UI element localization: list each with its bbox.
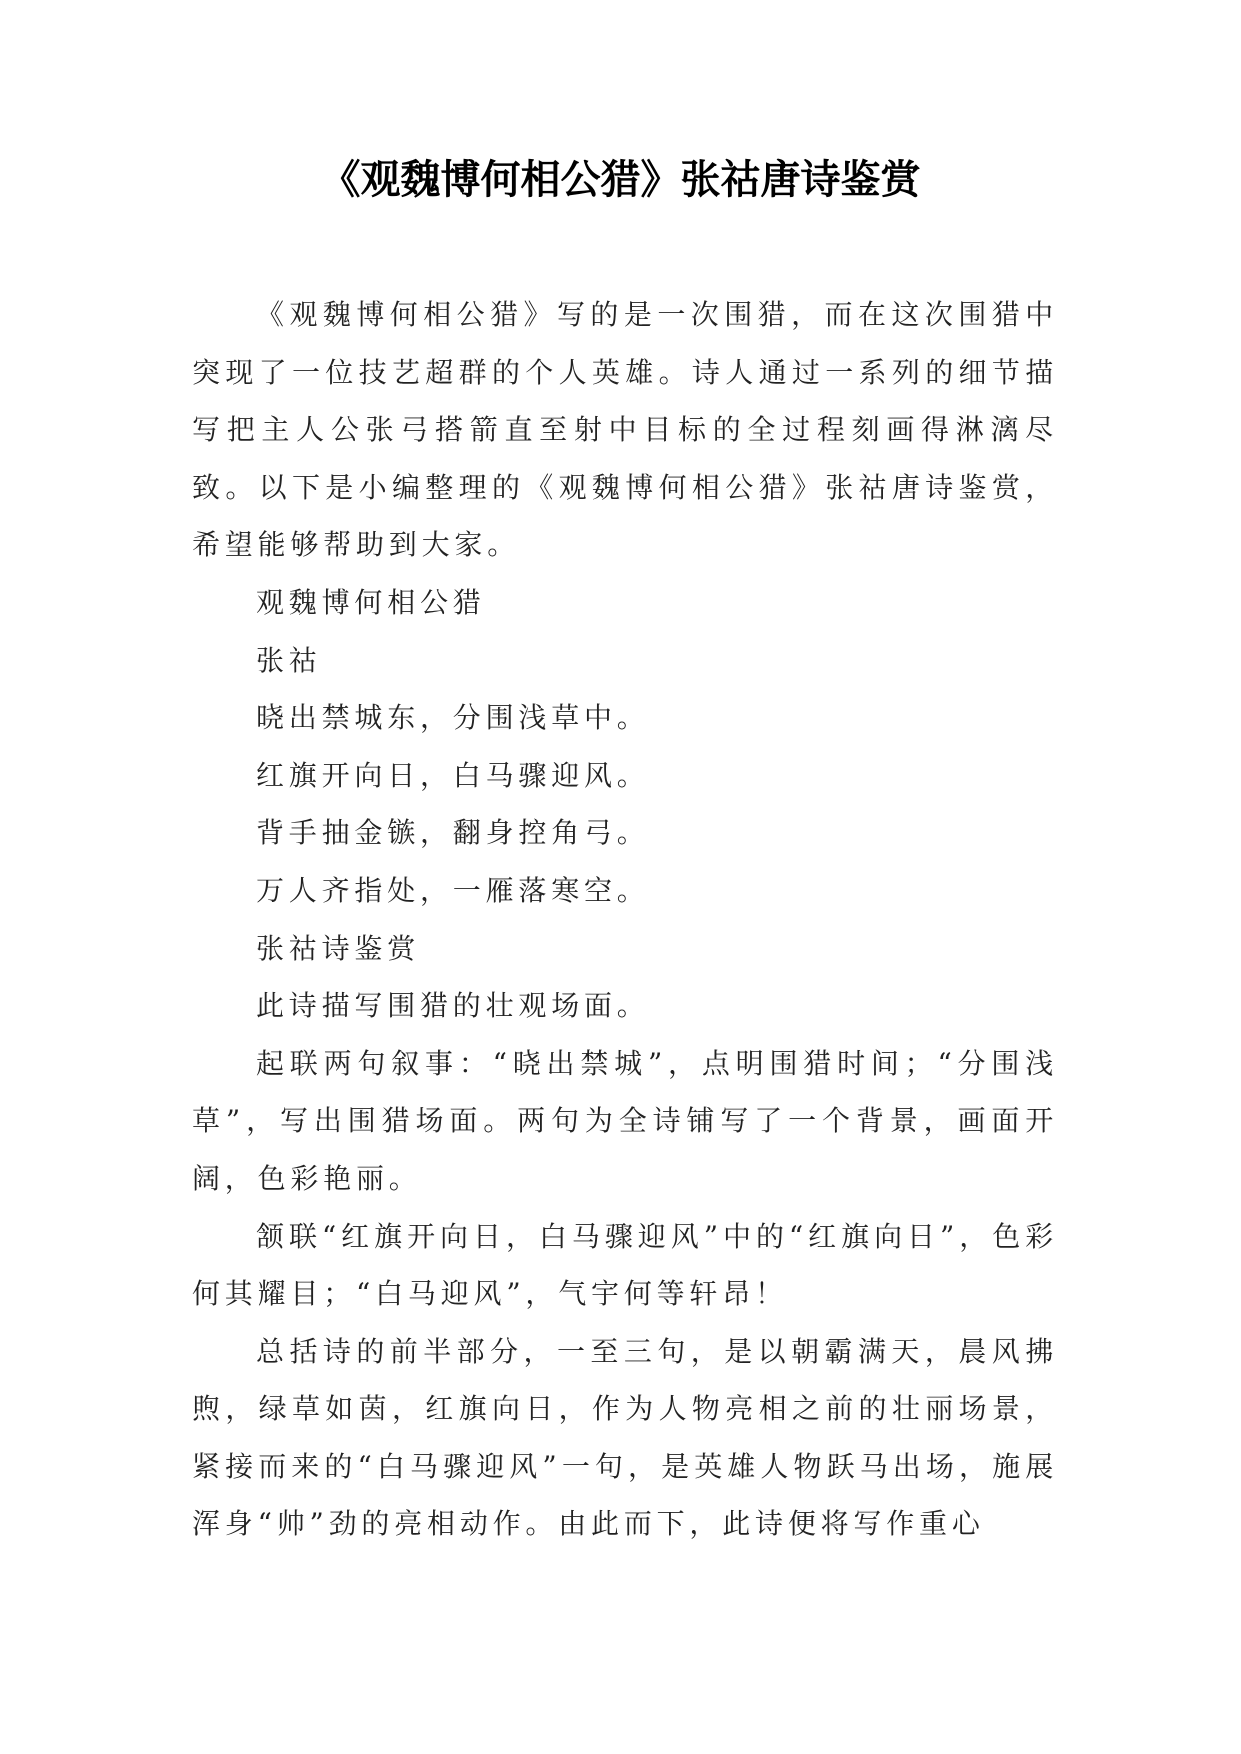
body-paragraph: 此诗描写围猎的壮观场面。 bbox=[256, 989, 650, 1023]
body-paragraph: 起联两句叙事：“晓出禁城”，点明围猎时间；“分围浅草”，写出围猎场面。两句为全诗铺写了一个背景，画面开阔，色彩艳丽。 bbox=[192, 1046, 1058, 1195]
poem-line: 万人齐指处，一雁落寒空。 bbox=[256, 873, 650, 907]
body-paragraph: 颔联“红旗开向日，白马骤迎风”中的“红旗向日”，色彩何其耀目；“白马迎风”，气宇何等轩昂！ bbox=[192, 1219, 1058, 1311]
poem-title: 观魏博何相公猎 bbox=[256, 585, 486, 619]
intro-paragraph: 《观魏博何相公猎》写的是一次围猎，而在这次围猎中突现了一位技艺超群的个人英雄。诗人通过一系列的细节描写把主人公张弓搭箭直至射中目标的全过程刻画得淋漓尽致。以下是小编整理的《观魏博何相公猎》张祜唐诗鉴赏，希望能够帮助到大家。 bbox=[192, 298, 1058, 562]
poem-line: 红旗开向日，白马骤迎风。 bbox=[256, 758, 650, 792]
document-title: 《观魏博何相公猎》张祜唐诗鉴赏 bbox=[320, 157, 921, 203]
poem-line: 晓出禁城东，分围浅草中。 bbox=[256, 701, 650, 735]
section-heading: 张祜诗鉴赏 bbox=[256, 931, 421, 965]
poem-author: 张祜 bbox=[256, 643, 322, 677]
document-body bbox=[192, 286, 1058, 1553]
poem-line: 背手抽金镞，翻身控角弓。 bbox=[256, 816, 650, 850]
body-paragraph: 总括诗的前半部分，一至三句，是以朝霸满天，晨风拂煦，绿草如茵，红旗向日，作为人物亮相之前的壮丽场景，紧接而来的“白马骤迎风”一句，是英雄人物跃马出场，施展浑身“帅”劲的亮相动作。由此而下，此诗便将写作重心 bbox=[192, 1334, 1058, 1541]
